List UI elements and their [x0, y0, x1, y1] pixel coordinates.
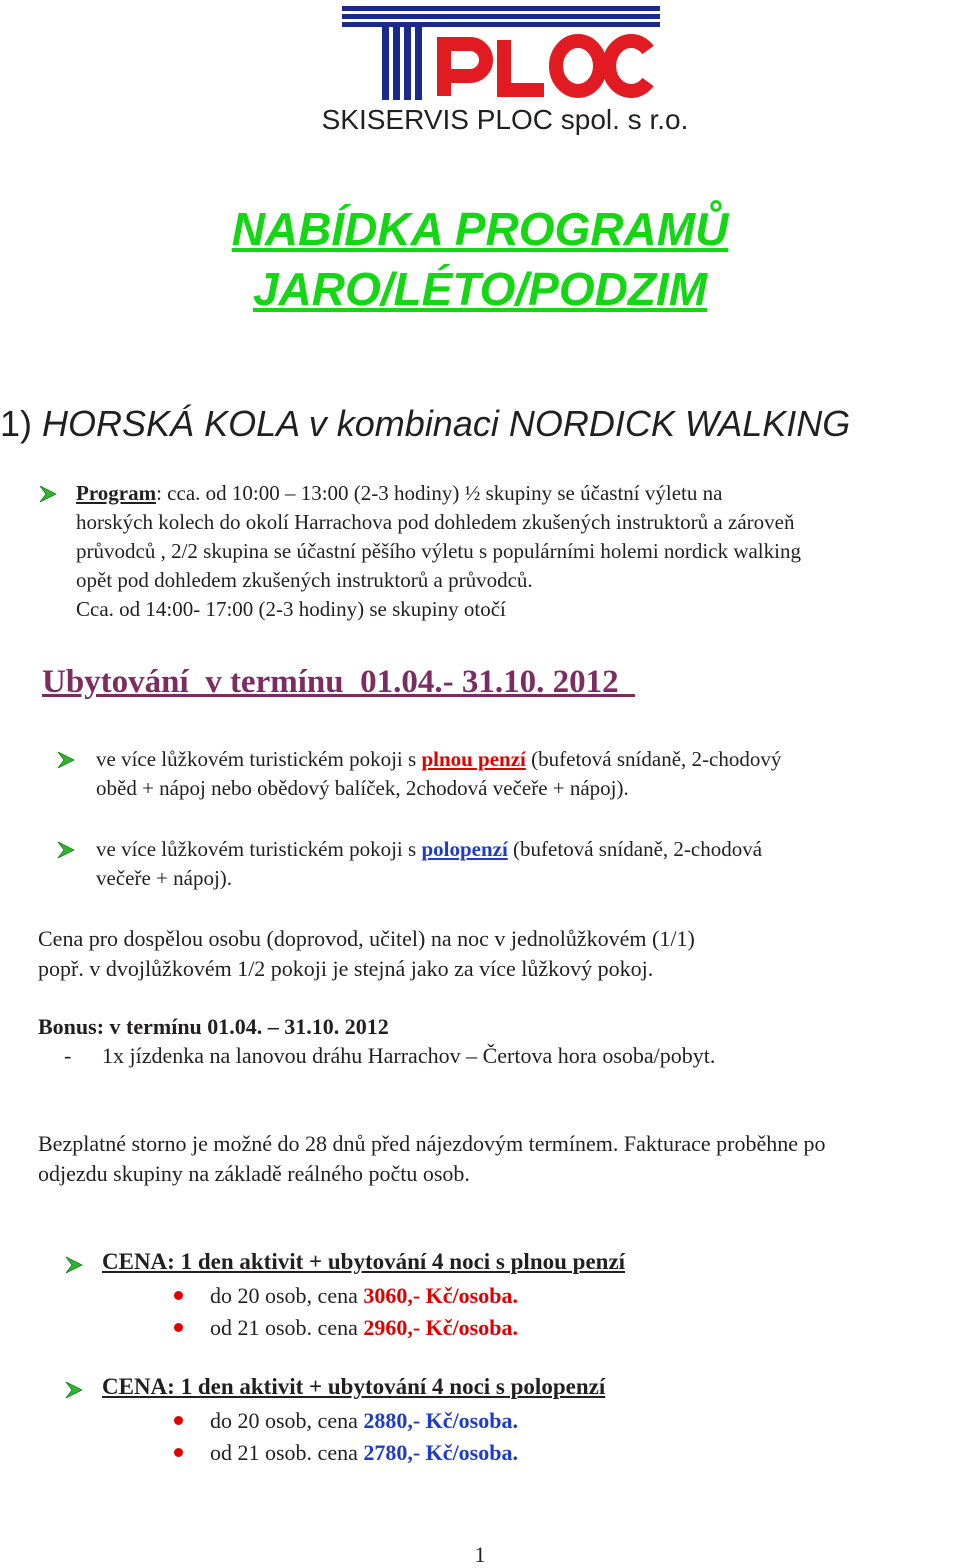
arrow-bullet-icon — [56, 750, 76, 770]
adult-price-note: Cena pro dospělou osobu (doprovod, učitel) na noc v jednolůžkovém (1/1) popř. v dvojlůžkovém 1/2 pokoji je stejná jako za více lůžkový pokoj. — [38, 926, 695, 981]
storno-note: Bezplatné storno je možné do 28 dnů před nájezdovým termínem. Fakturace proběhne po odjezdu skupiny na základě reálného počtu osob. — [38, 1131, 826, 1186]
section-number: 1) — [0, 403, 33, 444]
page-number: 1 — [474, 1542, 486, 1567]
arrow-bullet-icon — [38, 484, 58, 504]
accommodation-full-board: ve více lůžkovém turistickém pokoji s plnou penzí (bufetová snídaně, 2-chodový oběd + nápoj nebo obědový balíček, 2chodová večeře + nápoj). — [96, 747, 782, 800]
bullet-dot-icon — [174, 1448, 183, 1457]
full-board-highlight: plnou penzí — [421, 747, 526, 771]
arrow-bullet-icon — [64, 1255, 84, 1275]
program-line-3: průvodců , 2/2 skupina se účastní pěšího výletu s populárními holemi nordick walking — [76, 539, 801, 563]
program-line-4: opět pod dohledem zkušených instruktorů a průvodců. — [76, 568, 533, 592]
program-description — [76, 479, 960, 624]
price-row: do 20 osob, cena 2880,- Kč/osoba. — [210, 1408, 518, 1433]
company-logo — [342, 4, 662, 100]
program-line-2: horských kolech do okolí Harrachova pod dohledem zkušených instruktorů a zároveň — [76, 510, 795, 534]
bonus-dash: - — [64, 1043, 72, 1068]
accommodation-heading: Ubytování v termínu 01.04.- 31.10. 2012 — [42, 664, 636, 700]
arrow-bullet-icon — [64, 1380, 84, 1400]
bullet-dot-icon — [174, 1416, 183, 1425]
section-title: HORSKÁ KOLA v kombinaci NORDICK WALKING — [42, 403, 851, 444]
price-row: do 20 osob, cena 3060,- Kč/osoba. — [210, 1283, 518, 1308]
offer-title-line1: NABÍDKA PROGRAMŮ — [231, 203, 729, 255]
half-board-highlight: polopenzí — [421, 837, 508, 861]
bullet-dot-icon — [174, 1323, 183, 1332]
program-line-5: Cca. od 14:00- 17:00 (2-3 hodiny) se skupiny otočí — [76, 597, 506, 621]
company-name: SKISERVIS PLOC spol. s r.o. — [321, 104, 689, 135]
price-row: od 21 osob. cena 2780,- Kč/osoba. — [210, 1440, 518, 1465]
price-heading-full-board: CENA: 1 den aktivit + ubytování 4 noci s plnou penzí — [102, 1249, 626, 1274]
program-line-1: Program: cca. od 10:00 – 13:00 (2-3 hodiny) ½ skupiny se účastní výletu na — [76, 481, 723, 505]
program-label: Program — [76, 481, 157, 505]
price-row: od 21 osob. cena 2960,- Kč/osoba. — [210, 1315, 518, 1340]
section-heading — [0, 403, 850, 445]
price-heading-half-board: CENA: 1 den aktivit + ubytování 4 noci s polopenzí — [102, 1374, 606, 1399]
bonus-item: 1x jízdenka na lanovou dráhu Harrachov – Čertova hora osoba/pobyt. — [102, 1043, 716, 1068]
bonus-heading: Bonus: v termínu 01.04. – 31.10. 2012 — [38, 1014, 389, 1039]
arrow-bullet-icon — [56, 840, 76, 860]
bullet-dot-icon — [174, 1291, 183, 1300]
accommodation-half-board: ve více lůžkovém turistickém pokoji s polopenzí (bufetová snídaně, 2-chodová večeře + nápoj). — [96, 837, 763, 890]
offer-title-line2: JARO/LÉTO/PODZIM — [252, 263, 708, 315]
